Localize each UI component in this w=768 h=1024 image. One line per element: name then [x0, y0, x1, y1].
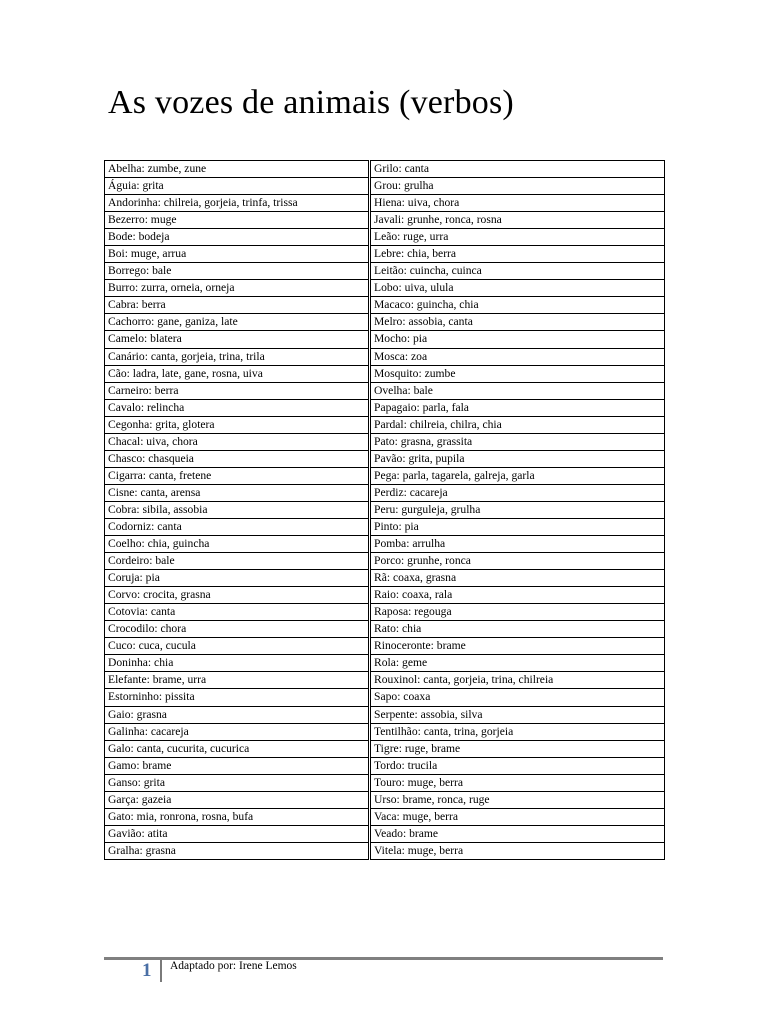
table-row: Gaio: grasna: [105, 707, 368, 724]
table-row: Mosca: zoa: [371, 349, 664, 366]
table-row: Leitão: cuincha, cuinca: [371, 263, 664, 280]
table-row: Javali: grunhe, ronca, rosna: [371, 212, 664, 229]
table-row: Camelo: blatera: [105, 331, 368, 348]
table-row: Serpente: assobia, silva: [371, 707, 664, 724]
table-row: Pavão: grita, pupila: [371, 451, 664, 468]
table-row: Cabra: berra: [105, 297, 368, 314]
table-row: Cegonha: grita, glotera: [105, 417, 368, 434]
table-row: Cão: ladra, late, gane, rosna, uiva: [105, 366, 368, 383]
table-row: Lobo: uiva, ulula: [371, 280, 664, 297]
table-row: Grilo: canta: [371, 161, 664, 178]
page-title: As vozes de animais (verbos): [108, 84, 514, 121]
table-row: Coelho: chia, guincha: [105, 536, 368, 553]
table-row: Cavalo: relincha: [105, 400, 368, 417]
table-row: Vaca: muge, berra: [371, 809, 664, 826]
page-number-separator: [160, 960, 162, 982]
table-row: Galo: canta, cucurita, cucurica: [105, 741, 368, 758]
table-row: Elefante: brame, urra: [105, 672, 368, 689]
table-row: Tordo: trucila: [371, 758, 664, 775]
table-row: Touro: muge, berra: [371, 775, 664, 792]
table-row: Cigarra: canta, fretene: [105, 468, 368, 485]
table-row: Tentilhão: canta, trina, gorjeia: [371, 724, 664, 741]
table-row: Canário: canta, gorjeia, trina, trila: [105, 349, 368, 366]
table-row: Rato: chia: [371, 621, 664, 638]
table-row: Bezerro: muge: [105, 212, 368, 229]
table-row: Pardal: chilreia, chilra, chia: [371, 417, 664, 434]
table-row: Águia: grita: [105, 178, 368, 195]
table-row: Chasco: chasqueia: [105, 451, 368, 468]
table-row: Cachorro: gane, ganiza, late: [105, 314, 368, 331]
table-row: Gralha: grasna: [105, 843, 368, 860]
table-row: Bode: bodeja: [105, 229, 368, 246]
table-row: Pega: parla, tagarela, galreja, garla: [371, 468, 664, 485]
footer-credit: Adaptado por: Irene Lemos: [170, 960, 297, 972]
table-row: Vitela: muge, berra: [371, 843, 664, 860]
table-row: Mocho: pia: [371, 331, 664, 348]
table-row: Rinoceronte: brame: [371, 638, 664, 655]
table-row: Raposa: regouga: [371, 604, 664, 621]
table-row: Pato: grasna, grassita: [371, 434, 664, 451]
table-row: Garça: gazeia: [105, 792, 368, 809]
table-row: Abelha: zumbe, zune: [105, 161, 368, 178]
table-row: Gato: mia, ronrona, rosna, bufa: [105, 809, 368, 826]
table-row: Burro: zurra, orneia, orneja: [105, 280, 368, 297]
table-row: Galinha: cacareja: [105, 724, 368, 741]
table-row: Cordeiro: bale: [105, 553, 368, 570]
table-row: Mosquito: zumbe: [371, 366, 664, 383]
table-row: Macaco: guincha, chia: [371, 297, 664, 314]
table-row: Ganso: grita: [105, 775, 368, 792]
table-row: Cobra: sibila, assobia: [105, 502, 368, 519]
table-row: Chacal: uiva, chora: [105, 434, 368, 451]
table-row: Rola: geme: [371, 655, 664, 672]
table-row: Lebre: chia, berra: [371, 246, 664, 263]
table-row: Urso: brame, ronca, ruge: [371, 792, 664, 809]
table-row: Boi: muge, arrua: [105, 246, 368, 263]
table-row: Perdiz: cacareja: [371, 485, 664, 502]
table-row: Corvo: crocita, grasna: [105, 587, 368, 604]
left-column-table: [104, 160, 369, 860]
table-row: Cotovia: canta: [105, 604, 368, 621]
table-row: Codorniz: canta: [105, 519, 368, 536]
table-row: Rouxinol: canta, gorjeia, trina, chilreia: [371, 672, 664, 689]
table-row: Cisne: canta, arensa: [105, 485, 368, 502]
table-row: Doninha: chia: [105, 655, 368, 672]
page-number: 1: [142, 960, 152, 981]
table-row: Gamo: brame: [105, 758, 368, 775]
table-row: Melro: assobia, canta: [371, 314, 664, 331]
table-row: Raio: coaxa, rala: [371, 587, 664, 604]
table-row: Pinto: pia: [371, 519, 664, 536]
table-row: Hiena: uiva, chora: [371, 195, 664, 212]
table-row: Grou: grulha: [371, 178, 664, 195]
table-row: Rã: coaxa, grasna: [371, 570, 664, 587]
table-row: Papagaio: parla, fala: [371, 400, 664, 417]
right-column-table: [370, 160, 665, 860]
table-row: Gavião: atita: [105, 826, 368, 843]
table-row: Pomba: arrulha: [371, 536, 664, 553]
table-row: Borrego: bale: [105, 263, 368, 280]
table-row: Carneiro: berra: [105, 383, 368, 400]
table-row: Crocodilo: chora: [105, 621, 368, 638]
table-row: Coruja: pia: [105, 570, 368, 587]
table-row: Tigre: ruge, brame: [371, 741, 664, 758]
table-row: Ovelha: bale: [371, 383, 664, 400]
table-row: Veado: brame: [371, 826, 664, 843]
table-row: Porco: grunhe, ronca: [371, 553, 664, 570]
table-row: Sapo: coaxa: [371, 689, 664, 706]
table-row: Estorninho: pissita: [105, 689, 368, 706]
table-row: Cuco: cuca, cucula: [105, 638, 368, 655]
table-row: Andorinha: chilreia, gorjeia, trinfa, trissa: [105, 195, 368, 212]
table-row: Peru: gurguleja, grulha: [371, 502, 664, 519]
table-row: Leão: ruge, urra: [371, 229, 664, 246]
